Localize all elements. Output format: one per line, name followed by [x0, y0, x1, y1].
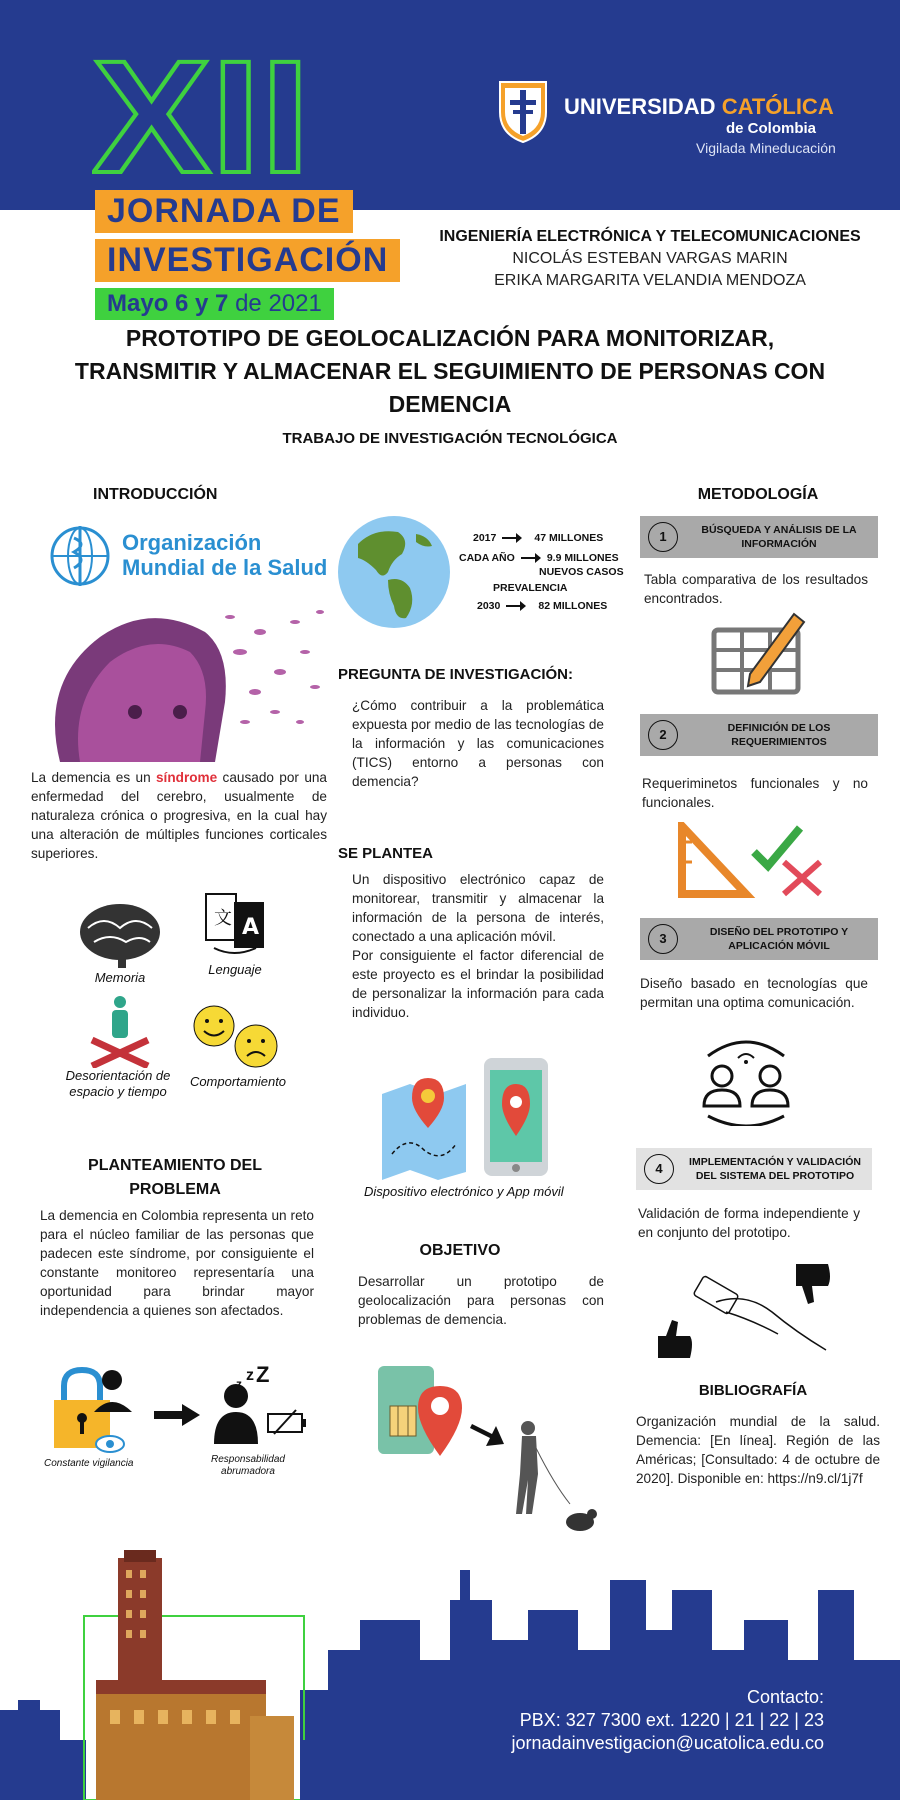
method-step-2-text: Requeriminetos funcionales y no funcionales.: [642, 776, 868, 810]
edition-numeral: [92, 48, 312, 178]
table-pencil-icon: [710, 608, 808, 698]
university-subtitle: de Colombia: [726, 120, 817, 137]
language-label: Lenguaje: [208, 962, 262, 977]
device-caption: Dispositivo electrónico y App móvil: [364, 1184, 564, 1199]
communication-people-icon: [690, 1036, 802, 1126]
methodology-heading: METODOLOGÍA: [697, 486, 819, 503]
svg-text:z: z: [246, 1367, 254, 1384]
title-line-1: PROTOTIPO DE GEOLOCALIZACIÓN PARA MONITORIZAR,: [125, 325, 775, 351]
who-logo: [40, 520, 340, 592]
method-step-3: 3 DISEÑO DEL PROTOTIPO Y APLICACIÓN MÓVIL: [640, 918, 878, 960]
vigilance-caption: Constante vigilancia: [44, 1458, 134, 1469]
method-step-1-text: Tabla comparativa de los resultados encontrados.: [644, 572, 868, 606]
event-title-line1: JORNADA DE: [95, 190, 353, 233]
contact-email[interactable]: jornadainvestigacion@ucatolica.edu.co: [511, 1733, 824, 1753]
poster-subtitle: TRABAJO DE INVESTIGACIÓN TECNOLÓGICA: [282, 430, 618, 447]
earth-globe-icon: [336, 514, 452, 630]
responsibility-caption: Responsabilidad abrumadora: [211, 1454, 285, 1477]
university-name: UNIVERSIDAD CATÓLICA: [564, 94, 834, 119]
disorientation-label: Desorientación de espacio y tiempo: [65, 1068, 171, 1099]
title-line-3: DEMENCIA: [388, 391, 512, 417]
objective-text: Desarrollar un prototipo de geolocalización para personas con problemas de demencia.: [358, 1274, 604, 1327]
svg-text:A: A: [242, 915, 260, 940]
contact-label: Contacto:: [746, 1687, 824, 1707]
header-band: [0, 0, 900, 210]
arrow-right-icon: [154, 1404, 200, 1426]
svg-text:z: z: [236, 1377, 242, 1391]
proposal-heading: SE PLANTEA: [338, 845, 434, 862]
language-translate-icon: [204, 892, 266, 956]
who-globe-icon: [42, 520, 122, 590]
method-step-1: 1 BÚSQUEDA Y ANÁLISIS DE LA INFORMACIÓN: [640, 516, 878, 558]
problem-heading: PLANTEAMIENTO DEL PROBLEMA: [88, 1157, 262, 1198]
method-step-2: 2 DEFINICIÓN DE LOS REQUERIMIENTOS: [640, 714, 878, 756]
who-name: Organización Mundial de la Salud: [122, 530, 328, 580]
validation-thumbs-icon: [656, 1262, 848, 1364]
method-step-4: 4 IMPLEMENTACIÓN Y VALIDACIÓN DEL SISTEMA DEL PROTOTIPO: [636, 1148, 872, 1190]
svg-text:文: 文: [214, 908, 232, 929]
device-tracking-illustration: [374, 1364, 606, 1540]
city-skyline: [0, 1540, 900, 1800]
contact-info: [512, 1686, 824, 1755]
university-logo: [496, 76, 836, 156]
program-authors: [420, 226, 880, 292]
brain-icon: [74, 898, 166, 970]
bibliography-text: Organización mundial de la salud. Demencia: [En línea]. Región de las Américas; [Consultado: 4 de octubre de 2020]. Disponible en: https://n9.cl/1j7f: [636, 1414, 880, 1486]
department: INGENIERÍA ELECTRÓNICA Y TELECOMUNICACIONES: [439, 228, 861, 245]
memory-label: Memoria: [94, 970, 146, 985]
dementia-head-illustration: [40, 592, 330, 762]
event-date: Mayo 6 y 7 de 2021: [95, 288, 334, 320]
mood-faces-icon: [192, 1004, 282, 1070]
requirements-check-icon: [676, 822, 828, 898]
event-badge: [95, 190, 400, 320]
bibliography-heading: BIBLIOGRAFÍA: [698, 1382, 808, 1399]
contact-phone: PBX: 327 7300 ext. 1220 | 21 | 22 | 23: [519, 1710, 824, 1730]
question-text: ¿Cómo contribuir a la problemática expuesta por medio de las tecnologías de la información y las comunicaciones (TICS) entorno a personas con demencia?: [352, 698, 604, 789]
university-shield-icon: [496, 78, 550, 144]
proposal-text: Un dispositivo electrónico capaz de monitorear, transmitir y almacenar la información de la persona de interés, conectado a una aplicación móvil. Por consiguiente el factor diferencial de este proyecto es el brindar la posibilidad de personalizar la información para cada individuo.: [352, 872, 604, 1020]
intro-heading: INTRODUCCIÓN: [93, 486, 218, 503]
behavior-label: Comportamiento: [189, 1074, 287, 1089]
vigilada-note: Vigilada Mineducación: [696, 140, 836, 156]
author-2: ERIKA MARGARITA VELANDIA MENDOZA: [494, 272, 806, 289]
intro-text: La demencia es un síndrome causado por una enfermedad del cerebro, usualmente de naturaleza crónica o progresiva, en la cual hay una alteración de múltiples funciones corticales superiores.: [31, 770, 327, 861]
title-line-2: TRANSMITIR Y ALMACENAR EL SEGUIMIENTO DE PERSONAS CON: [74, 358, 826, 384]
method-step-3-text: Diseño basado en tecnologías que permitan una optima comunicación.: [640, 976, 868, 1010]
svg-text:Z: Z: [256, 1366, 270, 1387]
disorientation-icon: [88, 994, 152, 1068]
problem-text: La demencia en Colombia representa un reto para el núcleo familiar de las personas que padecen este síndrome, por consiguiente el constante monitoreo representaría una oportunidad para brindar mayor independencia a quienes son afectados.: [40, 1208, 314, 1318]
event-title-line2: INVESTIGACIÓN: [95, 239, 400, 282]
overwhelmed-person-icon: [212, 1366, 312, 1446]
question-heading: PREGUNTA DE INVESTIGACIÓN:: [338, 666, 574, 683]
objective-heading: OBJETIVO: [419, 1242, 501, 1259]
author-1: NICOLÁS ESTEBAN VARGAS MARIN: [512, 250, 788, 267]
poster-title: [50, 322, 850, 421]
svg-text:XII: XII: [92, 48, 310, 178]
vigilance-lock-icon: [52, 1366, 136, 1456]
map-and-phone-illustration: [378, 1054, 554, 1180]
method-step-4-text: Validación de forma independiente y en conjunto del prototipo.: [638, 1206, 860, 1240]
